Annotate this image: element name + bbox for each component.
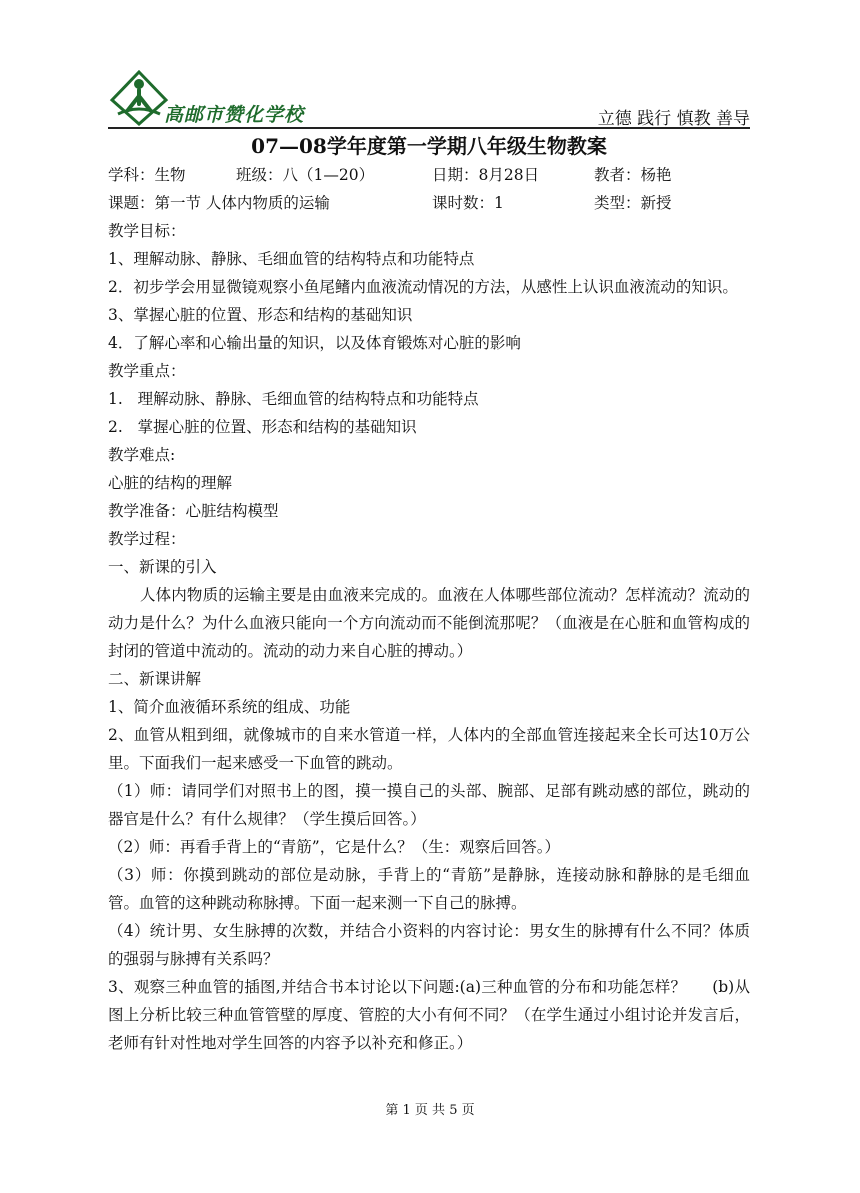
lesson-item-2: 2、血管从粗到细，就像城市的自来水管道一样，人体内的全部血管连接起来全长可达10万公里。下面我们一起来感受一下血管的跳动。	[108, 726, 750, 772]
difficulty-heading: 教学难点:	[108, 446, 176, 464]
meta-type: 类型：新授	[594, 194, 672, 212]
objective-item: 2．初步学会用显微镜观察小鱼尾鳍内血液流动情况的方法，从感性上认识血液流动的知识。	[108, 278, 738, 296]
document-body	[108, 161, 758, 1057]
objective-item: 1、理解动脉、静脉、毛细血管的结构特点和功能特点	[108, 250, 475, 268]
meta-subject: 学科：生物	[108, 166, 186, 184]
section1-heading: 一、新课的引入	[108, 558, 217, 576]
page-footer: 第 1 页 共 5 页	[385, 1103, 475, 1118]
header-divider	[108, 127, 750, 129]
objective-item: 3、掌握心脏的位置、形态和结构的基础知识	[108, 306, 413, 324]
school-logo-icon	[108, 70, 170, 126]
meta-teacher: 教者：杨艳	[594, 166, 672, 184]
key-point-item: 1. 理解动脉、静脉、毛细血管的结构特点和功能特点	[108, 390, 479, 408]
meta-topic: 课题：第一节 人体内物质的运输	[108, 194, 330, 212]
meta-date: 日期：8月28日	[432, 166, 540, 184]
difficulty-text: 心脏的结构的理解	[108, 474, 233, 492]
preparation-text: 教学准备：心脏结构模型	[108, 502, 279, 520]
section2-heading: 二、新课讲解	[108, 670, 202, 688]
page-title: 07—08学年度第一学期八年级生物教案	[251, 134, 607, 158]
meta-row-2	[108, 189, 758, 217]
objectives-heading: 教学目标：	[108, 222, 186, 240]
objective-item: 4．了解心率和心输出量的知识，以及体育锻炼对心脏的影响	[108, 334, 521, 352]
meta-row-1	[108, 161, 758, 189]
page-header	[108, 64, 750, 128]
meta-periods: 课时数：1	[432, 194, 504, 212]
section1-paragraph: 人体内物质的运输主要是由血液来完成的。血液在人体哪些部位流动？怎样流动？流动的动力是什么？为什么血液只能向一个方向流动而不能倒流那呢？（血液是在心脏和血管构成的封闭的管道中流动的。流动的动力来自心脏的搏动。）	[108, 586, 750, 660]
key-points-heading: 教学重点：	[108, 362, 186, 380]
key-point-item: 2. 掌握心脏的位置、形态和结构的基础知识	[108, 418, 417, 436]
meta-class: 班级：八（1—20）	[236, 166, 375, 184]
process-heading: 教学过程：	[108, 530, 186, 548]
lesson-sub-1: （1）师：请同学们对照书上的图，摸一摸自己的头部、腕部、足部有跳动感的部位，跳动的器官是什么？有什么规律？（学生摸后回答。）	[108, 782, 750, 828]
lesson-sub-2: （2）师：再看手背上的“青筋”，它是什么？（生：观察后回答。）	[108, 838, 560, 856]
lesson-item-3: 3、观察三种血管的插图,并结合书本讨论以下问题:(a)三种血管的分布和功能怎样？ (b)从图上分析比较三种血管管壁的厚度、管腔的大小有何不同？（在学生通过小组讨论并发言后，老师有针对性地对学生回答的内容予以补充和修正。）	[108, 978, 750, 1052]
lesson-sub-4: （4）统计男、女生脉搏的次数，并结合小资料的内容讨论：男女生的脉搏有什么不同？体质的强弱与脉搏有关系吗？	[108, 922, 750, 968]
school-motto: 立德 践行 慎教 善导	[597, 109, 750, 129]
school-name-logotype: 高邮市赞化学校	[164, 104, 305, 126]
lesson-sub-3: （3）师：你摸到跳动的部位是动脉，手背上的“青筋”是静脉，连接动脉和静脉的是毛细血管。血管的这种跳动称脉搏。下面一起来测一下自己的脉搏。	[108, 866, 750, 912]
lesson-item-1: 1、简介血液循环系统的组成、功能	[108, 698, 351, 716]
